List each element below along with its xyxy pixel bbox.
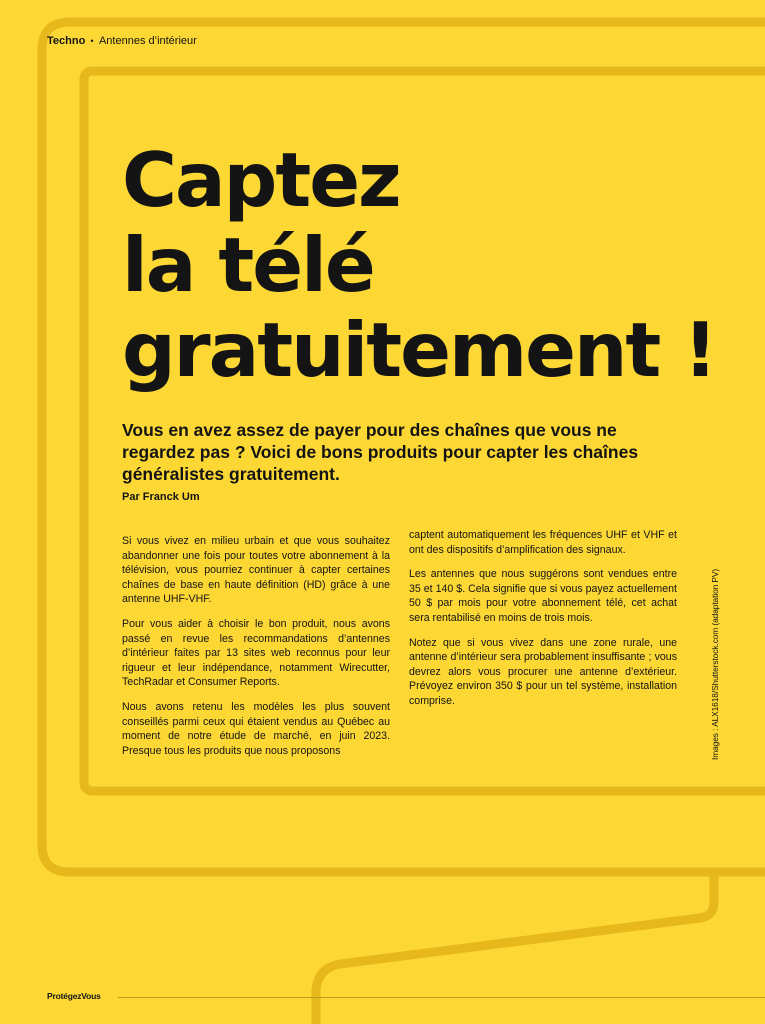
title-line: gratuitement ! [122,306,716,394]
article-column-left [122,534,390,768]
article-column-right [409,528,677,719]
paragraph: Notez que si vous vivez dans une zone rurale, une antenne d’intérieur sera probablement insuffisante ; vous devrez alors vous procurer une antenne d’extérieur. Prévoyez environ 350 $ pour un tel système, installation comprise. [409,636,677,707]
title-line: Captez [122,136,400,224]
page-title [122,138,742,393]
breadcrumb [47,35,197,48]
tv-stand [316,872,714,1024]
paragraph: captent automatiquement les fréquences UHF et VHF et ont des dispositifs d’amplification des signaux. [409,529,677,556]
breadcrumb-separator: • [90,36,94,46]
byline: Par Franck Um [122,491,200,503]
paragraph: Les antennes que nous suggérons sont vendues entre 35 et 140 $. Cela signifie que si vous payez actuellement 50 $ par mois pour votre abonnement télé, cet achat sera rentabilisé en moins de trois mois. [409,568,677,624]
article-deck: Vous en avez assez de payer pour des chaînes que vous ne regardez pas ? Voici de bons produits pour capter les chaînes généralistes gratuitement. [122,420,639,484]
footer-brand: ProtégezVous [47,991,101,1001]
image-credit: Images : ALX1618/Shutterstock.com (adaptation PV) [710,568,720,760]
paragraph: Si vous vivez en milieu urbain et que vous souhaitez abandonner une fois pour toutes votre abonnement à la télévision, vous pourriez continuer à capter certaines chaînes de base en haute définition (HD) grâce à une antenne UHF-VHF. [122,535,390,606]
paragraph: Nous avons retenu les modèles les plus souvent conseillés parmi ceux qui étaient vendus au Québec au moment de notre étude de marché, en juin 2023. Presque tous les produits que nous proposons [122,700,390,757]
footer-divider [118,997,765,998]
topic-label: Antennes d’intérieur [98,35,197,47]
section-label: Techno [47,35,86,47]
title-line: la télé [122,221,374,309]
paragraph: Pour vous aider à choisir le bon produit, nous avons passé en revue les recommandations d’antennes d’intérieur faites par 13 sites web reconnus pour leur rigueur et leur indépendance, notamment Wirecutter, TechRadar et Consumer Reports. [122,617,390,689]
